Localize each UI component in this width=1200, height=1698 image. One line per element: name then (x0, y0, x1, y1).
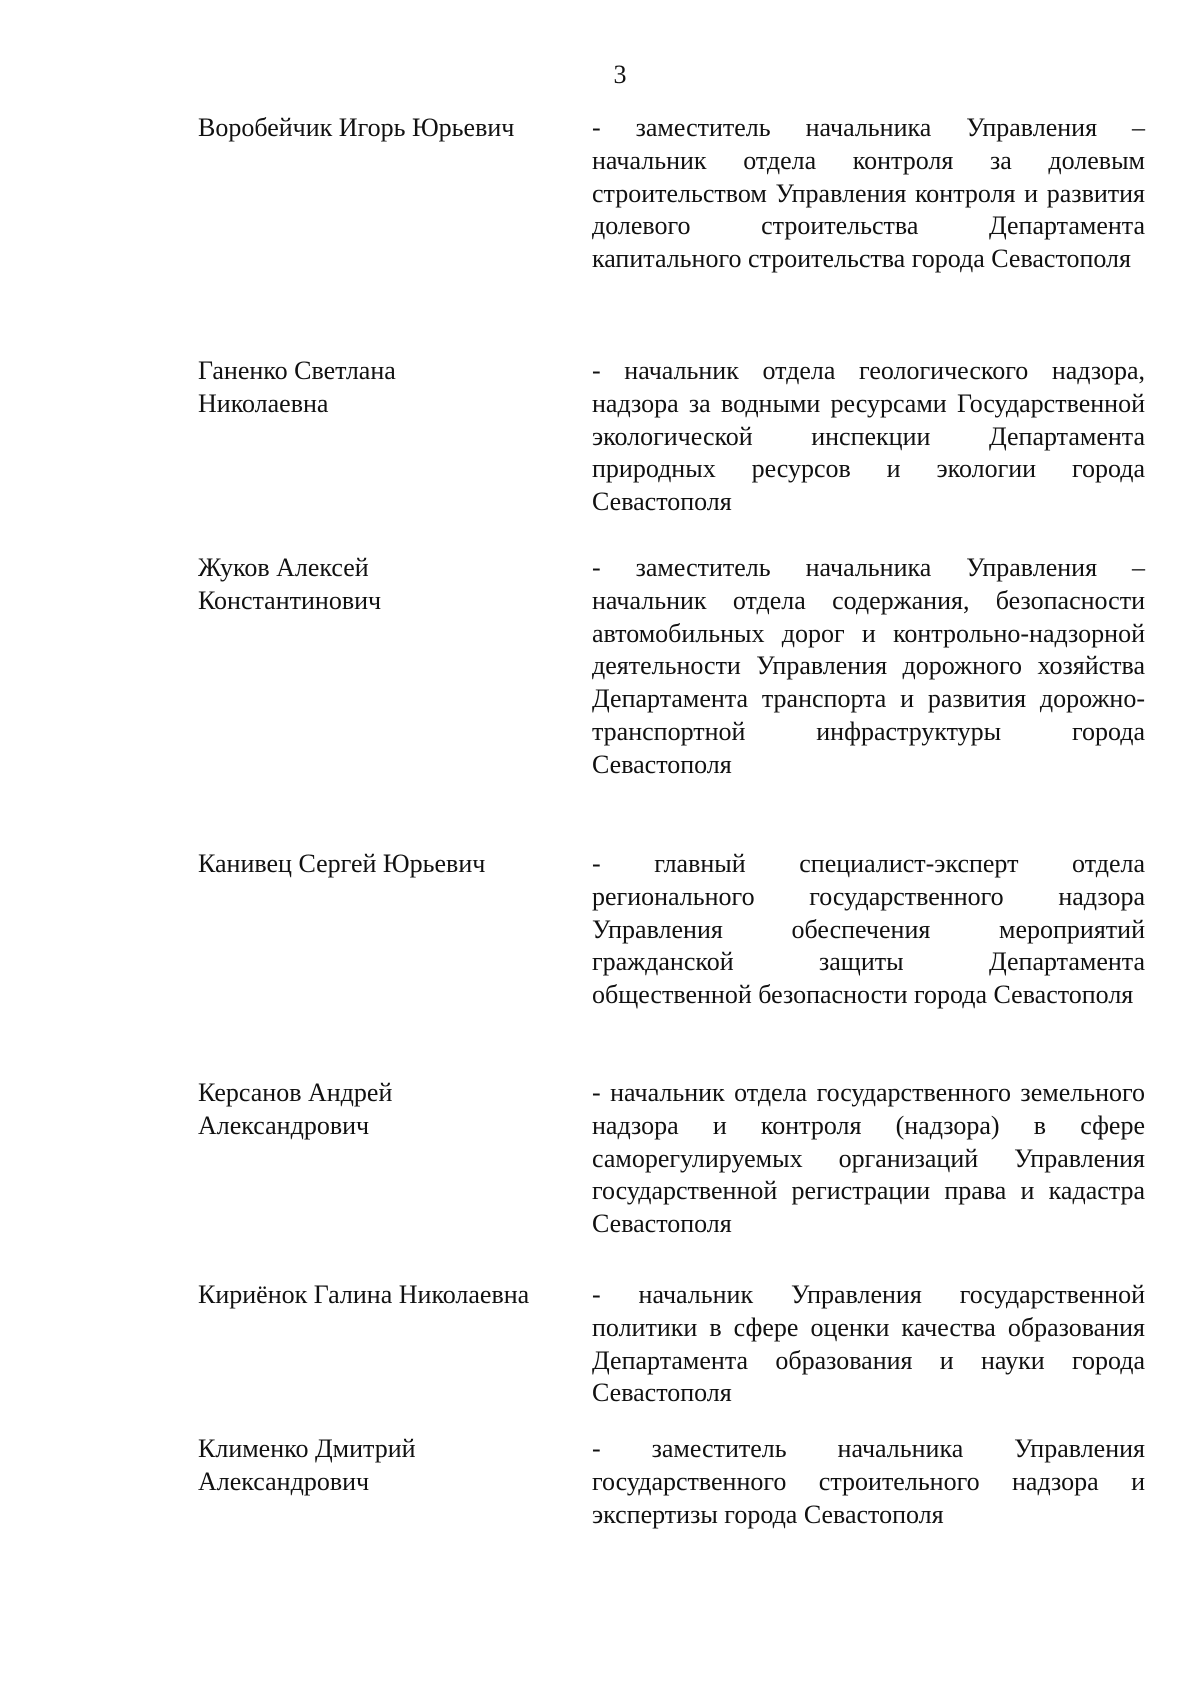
person-name: Клименко Дмитрий Александрович (198, 1434, 416, 1496)
position-description: - заместитель начальника Управления государственного строительного надзора и экспертизы города Севастополя (592, 1434, 1145, 1529)
person-name: Жуков Алексей Константинович (198, 553, 382, 615)
position-description: - заместитель начальника Управления – начальник отдела контроля за долевым строительством Управления контроля и развития долевого строительства Департамента капитального строительства города Севастополя (592, 113, 1145, 274)
person-name: Ганенко Светлана Николаевна (198, 356, 396, 418)
person-name: Керсанов Андрей Александрович (198, 1078, 393, 1140)
person-name: Воробейчик Игорь Юрьевич (198, 113, 515, 142)
position-description: - начальник Управления государственной политики в сфере оценки качества образования Департамента образования и науки города Севастополя (592, 1280, 1145, 1408)
person-name: Кириёнок Галина Николаевна (198, 1280, 530, 1309)
person-name: Канивец Сергей Юрьевич (198, 849, 486, 878)
position-description: - начальник отдела государственного земельного надзора и контроля (надзора) в сфере саморегулируемых организаций Управления государственной регистрации права и кадастра Севастополя (592, 1078, 1145, 1239)
position-description: - начальник отдела геологического надзора, надзора за водными ресурсами Государственной экологической инспекции Департамента природных ресурсов и экологии города Севастополя (592, 356, 1145, 517)
page-number: 3 (613, 60, 627, 89)
position-description: - главный специалист-эксперт отдела регионального государственного надзора Управления обеспечения мероприятий гражданской защиты Департамента общественной безопасности города Севастополя (592, 849, 1145, 1010)
position-description: - заместитель начальника Управления – начальник отдела содержания, безопасности автомобильных дорог и контрольно-надзорной деятельности Управления дорожного хозяйства Департамента транспорта и развития дорожно-транспортной инфраструктуры города Севастополя (592, 553, 1145, 779)
